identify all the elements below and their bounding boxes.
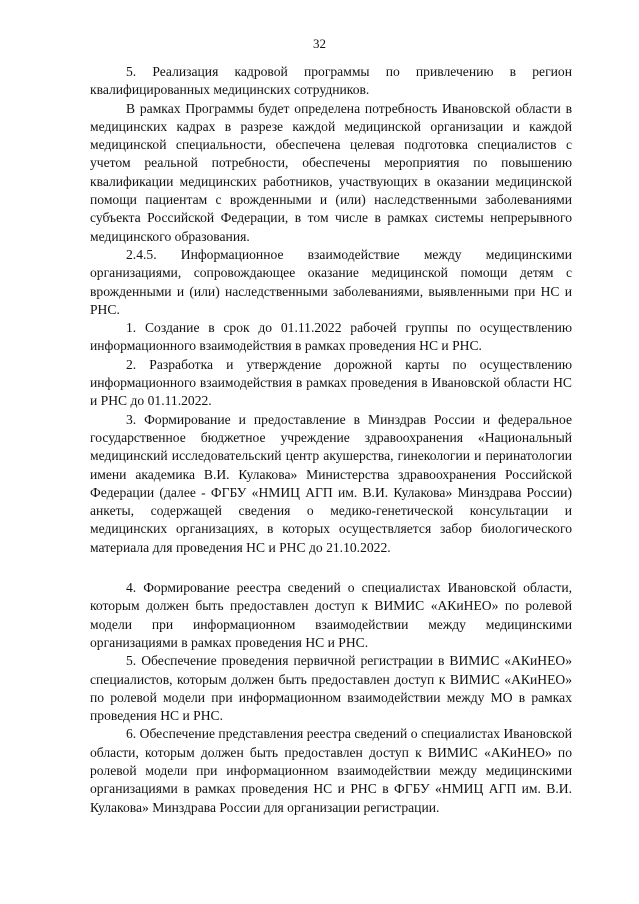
page-number: 32 (313, 36, 326, 51)
list-item-5: 5. Обеспечение проведения первичной регистрации в ВИМИС «АКиНЕО» специалистов, которым должен быть предоставлен доступ к ВИМИС «АКиНЕО» по ролевой модели при информационном взаимодействии между МО в рамках проведения НС и РНС. (90, 653, 572, 724)
list-item-4: 4. Формирование реестра сведений о специалистах Ивановской области, которым должен быть предоставлен доступ к ВИМИС «АКиНЕО» по ролевой модели при информационном взаимодействии между медицинскими организациями в рамках проведения НС и РНС. (90, 580, 572, 650)
document-body (90, 63, 572, 817)
paragraph-gap (90, 557, 572, 579)
list-item-3: 3. Формирование и предоставление в Минздрав России и федеральное государственное бюджетное учреждение здравоохранения «Национальный медицинский исследовательский центр акушерства, гинекологии и перинатологии имени академика В.И. Кулакова» Министерства здравоохранения Российской Федерации (далее - ФГБУ «НМИЦ АГП им. В.И. Кулакова» Минздрава России) анкеты, содержащей сведения о медико-генетической консультации и медицинских организациях, в которых осуществляется забор биологического материала для проведения НС и РНС до 21.10.2022. (90, 411, 572, 555)
paragraph-staffing-details: В рамках Программы будет определена потребность Ивановской области в медицинских кадрах в разрезе каждой медицинской организации и каждой медицинской специальности, обеспечена целевая подготовка специалистов с учетом реальной потребности, обеспечены мероприятия по повышению квалификации медицинских работников, участвующих в оказании медицинской помощи пациентам с врожденными и (или) наследственными заболеваниями субъекта Российской Федерации, в том числе в рамках системы непрерывного медицинского образования. (90, 100, 572, 244)
paragraph-staffing-program: 5. Реализация кадровой программы по привлечению в регион квалифицированных медицинских сотрудников. (90, 64, 572, 98)
list-item-2: 2. Разработка и утверждение дорожной карты по осуществлению информационного взаимодействия в рамках проведения в Ивановской области НС и РНС до 01.11.2022. (90, 356, 572, 409)
paragraph-section-2-4-5: 2.4.5. Информационное взаимодействие между медицинскими организациями, сопровождающее оказание медицинской помощи детям с врожденными и (или) наследственными заболеваниями, выявленными при НС и РНС. (90, 246, 572, 317)
list-item-6: 6. Обеспечение представления реестра сведений о специалистах Ивановской области, которым должен быть предоставлен доступ к ВИМИС «АКиНЕО» по ролевой модели при информационном взаимодействии между медицинскими организациями в рамках проведения НС и РНС в ФГБУ «НМИЦ АГП им. В.И. Кулакова» Минздрава России для организации регистрации. (90, 726, 572, 815)
list-item-1: 1. Создание в срок до 01.11.2022 рабочей группы по осуществлению информационного взаимодействия в рамках проведения НС и РНС. (90, 320, 572, 354)
